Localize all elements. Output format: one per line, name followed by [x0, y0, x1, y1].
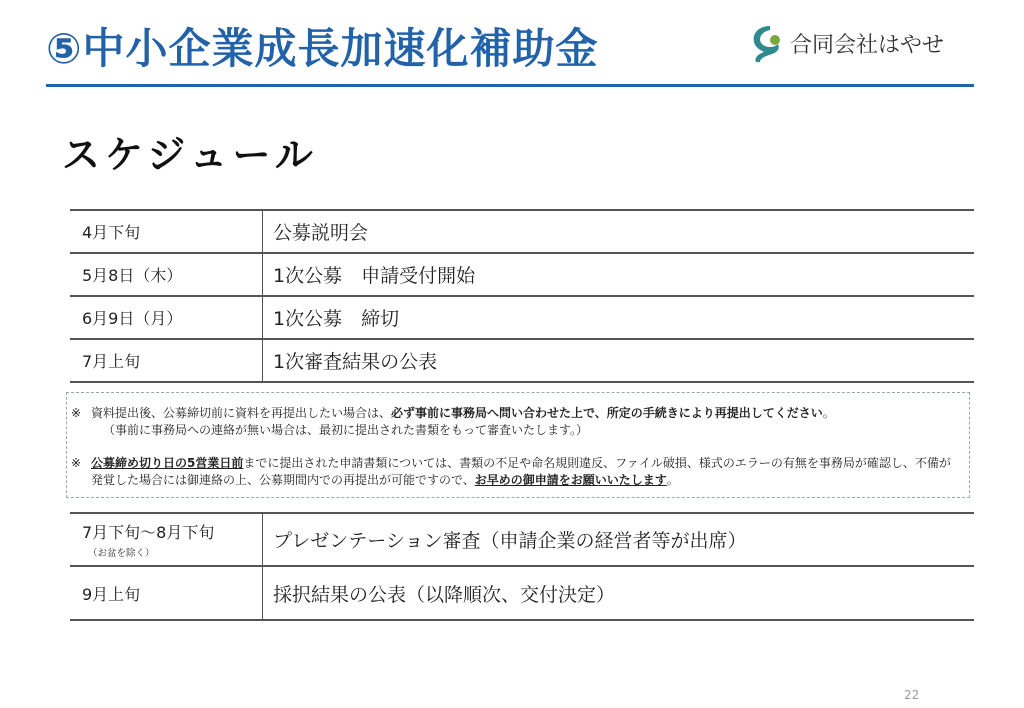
- note-text: までに提出された申請書類については、書類の不足や命名規則違反、ファイル破損、様式のエラーの有無を事務局が確認し、不備が発覚した場合には御連絡の上、公募期間内での再提出が可能ですので、: [91, 456, 951, 487]
- table-row: [70, 253, 974, 296]
- schedule-date: 4月下旬: [70, 210, 263, 253]
- note-mark: ※: [71, 406, 82, 420]
- schedule-event: 採択結果の公表（以降順次、交付決定）: [263, 566, 975, 620]
- schedule-date: 7月上旬: [70, 339, 263, 382]
- note-mark: ※: [71, 456, 82, 470]
- header-divider: [46, 84, 974, 87]
- notes-box: [66, 392, 970, 498]
- table-row: [70, 296, 974, 339]
- note-emphasis: 必ず事前に事務局へ問い合わせた上で、所定の手続きにより再提出してください: [391, 406, 823, 420]
- schedule-date: 7月下旬〜8月下旬: [82, 523, 215, 542]
- schedule-event: 公募説明会: [263, 210, 975, 253]
- table-row: [70, 566, 974, 620]
- section-heading: スケジュール: [62, 133, 318, 177]
- table-row: [70, 210, 974, 253]
- company-logo-icon: [748, 22, 782, 64]
- note-deadline: [71, 455, 961, 489]
- schedule-date: 6月9日（月）: [70, 296, 263, 339]
- company-logo: [748, 22, 944, 64]
- page-number: 22: [904, 688, 920, 702]
- schedule-event: 1次公募 締切: [263, 296, 975, 339]
- schedule-date: 5月8日（木）: [70, 253, 263, 296]
- note-emphasis: お早めの御申請をお願いいたします: [474, 473, 667, 487]
- schedule-table-top: [70, 209, 974, 383]
- schedule-date-cell: [70, 513, 263, 566]
- schedule-table-bottom: [70, 512, 974, 621]
- note-text: 。: [666, 473, 679, 487]
- note-text: 。: [822, 406, 835, 420]
- table-row: [70, 513, 974, 566]
- note-subtext: （事前に事務局への連絡が無い場合は、最初に提出された書類をもって審査いたします。）: [103, 423, 589, 437]
- schedule-event: プレゼンテーション審査（申請企業の経営者等が出席）: [263, 513, 975, 566]
- note-resubmission: [71, 405, 961, 439]
- schedule-date-note: （お盆を除く）: [88, 548, 155, 559]
- schedule-event: 1次審査結果の公表: [263, 339, 975, 382]
- note-emphasis: 公募締め切り日の5営業日前: [91, 456, 244, 470]
- table-row: [70, 339, 974, 382]
- note-text: 資料提出後、公募締切前に資料を再提出したい場合は、: [91, 406, 392, 420]
- schedule-date: 9月上旬: [70, 566, 263, 620]
- schedule-event: 1次公募 申請受付開始: [263, 253, 975, 296]
- page-title: ⑤中小企業成長加速化補助金: [46, 24, 599, 73]
- company-name: 合同会社はやせ: [790, 32, 945, 58]
